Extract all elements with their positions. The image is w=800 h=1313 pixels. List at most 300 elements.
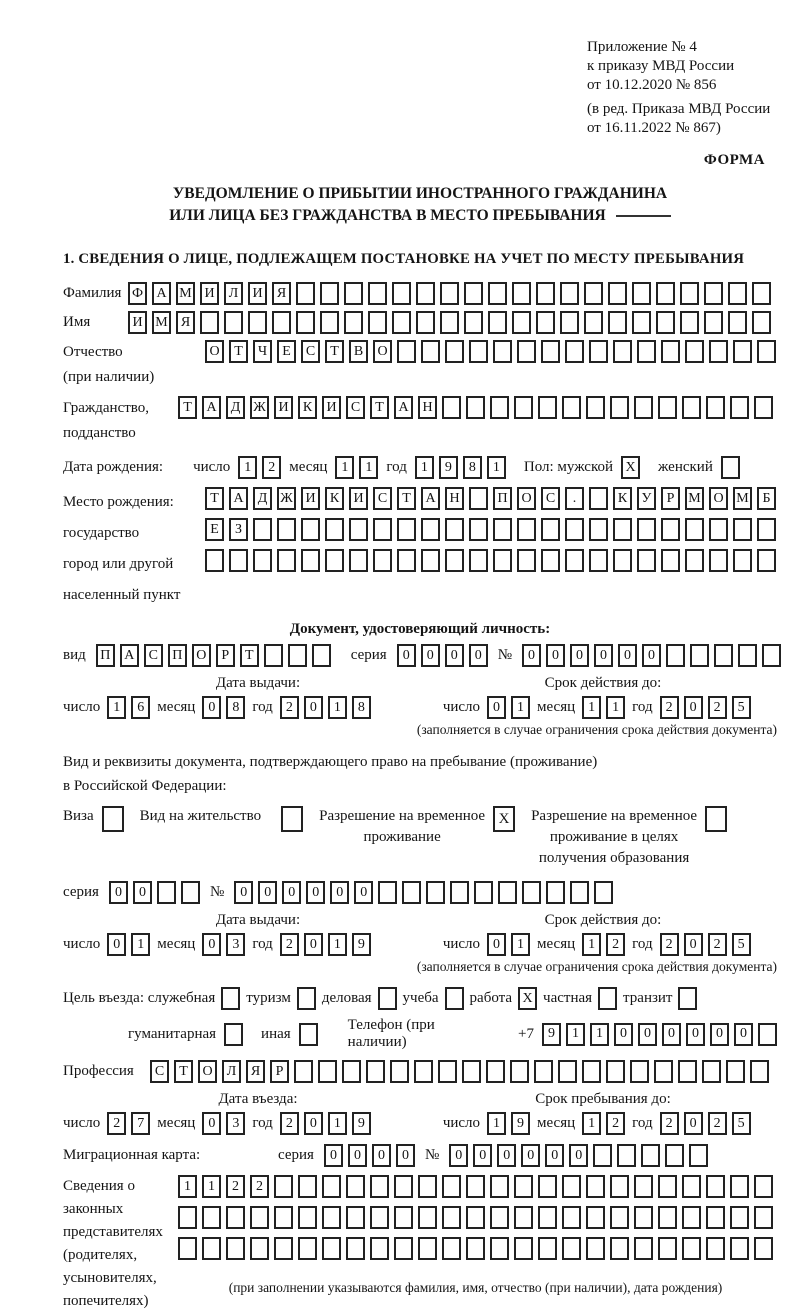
char-cell[interactable] [490,1206,509,1229]
char-cell[interactable]: 2 [280,933,299,956]
char-cell[interactable] [392,282,411,305]
char-cell[interactable]: 2 [660,696,679,719]
char-cell[interactable]: 8 [463,456,482,479]
char-cell[interactable] [349,518,368,541]
char-cell[interactable] [325,518,344,541]
residence-issue-day-cells[interactable] [107,933,150,956]
char-cell[interactable]: И [274,396,293,419]
char-cell[interactable] [658,1237,677,1260]
char-cell[interactable]: 1 [238,456,257,479]
char-cell[interactable] [733,549,752,572]
char-cell[interactable] [312,644,331,667]
char-cell[interactable]: 0 [662,1023,681,1046]
char-cell[interactable] [637,340,656,363]
char-cell[interactable]: 0 [234,881,253,904]
char-cell[interactable] [392,311,411,334]
char-cell[interactable]: Р [270,1060,289,1083]
purpose-tourism-checkbox[interactable] [297,987,316,1010]
char-cell[interactable] [416,282,435,305]
char-cell[interactable]: 0 [109,881,128,904]
char-cell[interactable]: Т [229,340,248,363]
char-cell[interactable]: 1 [328,933,347,956]
char-cell[interactable] [706,1175,725,1198]
char-cell[interactable]: 1 [590,1023,609,1046]
char-cell[interactable] [634,1237,653,1260]
char-cell[interactable]: Т [174,1060,193,1083]
purpose-private-checkbox[interactable] [598,987,617,1010]
char-cell[interactable] [466,396,485,419]
char-cell[interactable]: Д [226,396,245,419]
residence-valid-month-cells[interactable] [582,933,625,956]
residence-valid-day-cells[interactable] [487,933,530,956]
char-cell[interactable] [538,1237,557,1260]
char-cell[interactable]: Ж [277,487,296,510]
char-cell[interactable] [666,644,685,667]
char-cell[interactable] [757,518,776,541]
char-cell[interactable] [730,1206,749,1229]
residence-number-cells[interactable] [234,881,613,904]
char-cell[interactable]: 1 [107,696,126,719]
char-cell[interactable]: О [373,340,392,363]
char-cell[interactable]: 0 [396,1144,415,1167]
char-cell[interactable]: 0 [487,933,506,956]
char-cell[interactable]: 5 [732,1112,751,1135]
stay-month-cells[interactable] [582,1112,625,1135]
char-cell[interactable] [728,282,747,305]
char-cell[interactable] [634,1175,653,1198]
char-cell[interactable] [445,518,464,541]
char-cell[interactable]: 1 [415,456,434,479]
doc-issue-month-cells[interactable] [202,696,245,719]
char-cell[interactable] [344,282,363,305]
char-cell[interactable]: С [150,1060,169,1083]
char-cell[interactable]: Ж [250,396,269,419]
birth-place-cells-1[interactable] [205,487,776,510]
char-cell[interactable]: 8 [226,696,245,719]
char-cell[interactable]: 9 [542,1023,561,1046]
char-cell[interactable] [517,549,536,572]
char-cell[interactable]: Н [418,396,437,419]
char-cell[interactable] [394,1175,413,1198]
char-cell[interactable] [498,881,517,904]
stay-day-cells[interactable] [487,1112,530,1135]
char-cell[interactable] [594,881,613,904]
char-cell[interactable]: О [205,340,224,363]
char-cell[interactable] [538,1206,557,1229]
char-cell[interactable] [488,282,507,305]
char-cell[interactable] [277,549,296,572]
char-cell[interactable] [370,1206,389,1229]
char-cell[interactable]: К [298,396,317,419]
char-cell[interactable] [656,282,675,305]
char-cell[interactable] [320,282,339,305]
char-cell[interactable] [634,396,653,419]
migration-number-cells[interactable] [449,1144,708,1167]
char-cell[interactable] [685,340,704,363]
char-cell[interactable] [414,1060,433,1083]
char-cell[interactable] [469,340,488,363]
char-cell[interactable]: 0 [445,644,464,667]
char-cell[interactable]: 2 [250,1175,269,1198]
birth-day-cells[interactable] [238,456,281,479]
char-cell[interactable]: 0 [469,644,488,667]
char-cell[interactable]: 1 [202,1175,221,1198]
char-cell[interactable] [200,311,219,334]
char-cell[interactable]: Т [178,396,197,419]
char-cell[interactable]: Т [240,644,259,667]
char-cell[interactable]: 0 [133,881,152,904]
char-cell[interactable] [517,340,536,363]
char-cell[interactable] [758,1023,777,1046]
char-cell[interactable]: 0 [304,933,323,956]
char-cell[interactable] [536,282,555,305]
name-cells[interactable] [128,311,771,334]
char-cell[interactable]: 2 [708,696,727,719]
char-cell[interactable] [754,1206,773,1229]
char-cell[interactable] [274,1237,293,1260]
doc-type-cells[interactable] [96,644,331,667]
char-cell[interactable] [421,340,440,363]
doc-number-cells[interactable] [522,644,781,667]
char-cell[interactable] [589,487,608,510]
char-cell[interactable]: Б [757,487,776,510]
char-cell[interactable]: К [325,487,344,510]
char-cell[interactable] [762,644,781,667]
char-cell[interactable]: А [421,487,440,510]
char-cell[interactable]: М [685,487,704,510]
char-cell[interactable]: 0 [487,696,506,719]
char-cell[interactable] [514,396,533,419]
char-cell[interactable] [730,396,749,419]
char-cell[interactable] [466,1175,485,1198]
char-cell[interactable]: Р [216,644,235,667]
char-cell[interactable]: 0 [258,881,277,904]
char-cell[interactable]: 2 [708,933,727,956]
char-cell[interactable] [394,1206,413,1229]
char-cell[interactable] [560,311,579,334]
char-cell[interactable] [370,1237,389,1260]
char-cell[interactable]: И [248,282,267,305]
char-cell[interactable]: 9 [511,1112,530,1135]
char-cell[interactable] [589,340,608,363]
char-cell[interactable]: С [144,644,163,667]
char-cell[interactable]: В [349,340,368,363]
char-cell[interactable] [637,518,656,541]
char-cell[interactable] [469,487,488,510]
char-cell[interactable]: 0 [304,696,323,719]
profession-cells[interactable] [150,1060,769,1083]
char-cell[interactable]: 2 [107,1112,126,1135]
char-cell[interactable]: 6 [131,696,150,719]
char-cell[interactable] [464,282,483,305]
char-cell[interactable] [438,1060,457,1083]
char-cell[interactable]: 0 [107,933,126,956]
char-cell[interactable] [320,311,339,334]
char-cell[interactable] [613,549,632,572]
char-cell[interactable] [730,1175,749,1198]
char-cell[interactable] [296,282,315,305]
char-cell[interactable] [205,549,224,572]
char-cell[interactable]: 0 [521,1144,540,1167]
char-cell[interactable] [613,518,632,541]
char-cell[interactable] [610,1206,629,1229]
char-cell[interactable] [536,311,555,334]
char-cell[interactable]: Ч [253,340,272,363]
char-cell[interactable] [253,518,272,541]
surname-cells[interactable] [128,282,771,305]
char-cell[interactable] [349,549,368,572]
legal-reps-cells-3[interactable] [178,1237,773,1260]
char-cell[interactable]: 1 [511,696,530,719]
temp-residence-checkbox[interactable]: X [493,806,515,832]
char-cell[interactable]: 2 [606,933,625,956]
char-cell[interactable] [346,1175,365,1198]
char-cell[interactable]: 5 [732,933,751,956]
char-cell[interactable] [709,340,728,363]
char-cell[interactable]: 2 [262,456,281,479]
char-cell[interactable] [274,1175,293,1198]
char-cell[interactable] [366,1060,385,1083]
char-cell[interactable] [632,282,651,305]
char-cell[interactable]: Т [397,487,416,510]
char-cell[interactable] [706,396,725,419]
char-cell[interactable]: 0 [497,1144,516,1167]
char-cell[interactable] [301,518,320,541]
char-cell[interactable]: О [192,644,211,667]
char-cell[interactable] [464,311,483,334]
char-cell[interactable]: 0 [686,1023,705,1046]
char-cell[interactable]: 1 [487,456,506,479]
purpose-humanitarian-checkbox[interactable] [224,1023,243,1046]
char-cell[interactable] [469,518,488,541]
char-cell[interactable]: Я [272,282,291,305]
char-cell[interactable] [493,549,512,572]
char-cell[interactable] [373,518,392,541]
char-cell[interactable] [754,1237,773,1260]
char-cell[interactable]: И [322,396,341,419]
char-cell[interactable]: Н [445,487,464,510]
char-cell[interactable]: 0 [684,696,703,719]
purpose-official-checkbox[interactable] [221,987,240,1010]
char-cell[interactable] [272,311,291,334]
char-cell[interactable] [702,1060,721,1083]
char-cell[interactable]: И [301,487,320,510]
char-cell[interactable] [486,1060,505,1083]
char-cell[interactable] [440,282,459,305]
char-cell[interactable]: А [229,487,248,510]
char-cell[interactable]: О [517,487,536,510]
char-cell[interactable]: М [152,311,171,334]
char-cell[interactable] [274,1206,293,1229]
sex-male-checkbox[interactable]: X [621,456,640,479]
char-cell[interactable] [661,549,680,572]
char-cell[interactable]: 0 [202,933,221,956]
char-cell[interactable] [397,549,416,572]
char-cell[interactable] [421,549,440,572]
char-cell[interactable] [344,311,363,334]
char-cell[interactable]: О [709,487,728,510]
char-cell[interactable]: 0 [306,881,325,904]
char-cell[interactable] [685,518,704,541]
char-cell[interactable] [490,396,509,419]
char-cell[interactable] [704,282,723,305]
char-cell[interactable] [562,1175,581,1198]
char-cell[interactable] [250,1206,269,1229]
char-cell[interactable] [416,311,435,334]
char-cell[interactable]: П [493,487,512,510]
char-cell[interactable]: У [637,487,656,510]
char-cell[interactable] [565,518,584,541]
char-cell[interactable] [658,396,677,419]
char-cell[interactable]: 0 [421,644,440,667]
char-cell[interactable] [298,1206,317,1229]
char-cell[interactable]: С [301,340,320,363]
char-cell[interactable] [402,881,421,904]
char-cell[interactable] [298,1237,317,1260]
char-cell[interactable]: 1 [328,696,347,719]
char-cell[interactable]: 0 [614,1023,633,1046]
char-cell[interactable] [514,1175,533,1198]
char-cell[interactable] [752,311,771,334]
char-cell[interactable] [226,1206,245,1229]
char-cell[interactable]: 0 [348,1144,367,1167]
char-cell[interactable] [538,1175,557,1198]
char-cell[interactable]: 2 [708,1112,727,1135]
char-cell[interactable]: А [152,282,171,305]
char-cell[interactable]: . [565,487,584,510]
legal-reps-cells-1[interactable] [178,1175,773,1198]
char-cell[interactable]: 7 [131,1112,150,1135]
char-cell[interactable] [584,282,603,305]
char-cell[interactable]: 9 [352,933,371,956]
char-cell[interactable]: 0 [638,1023,657,1046]
char-cell[interactable] [634,1206,653,1229]
char-cell[interactable] [586,396,605,419]
entry-day-cells[interactable] [107,1112,150,1135]
residence-valid-year-cells[interactable] [660,933,751,956]
char-cell[interactable] [637,549,656,572]
char-cell[interactable]: 1 [606,696,625,719]
char-cell[interactable] [562,396,581,419]
char-cell[interactable] [493,518,512,541]
char-cell[interactable] [661,340,680,363]
char-cell[interactable] [726,1060,745,1083]
char-cell[interactable]: 2 [660,1112,679,1135]
char-cell[interactable]: 1 [487,1112,506,1135]
char-cell[interactable]: 0 [734,1023,753,1046]
char-cell[interactable] [682,1206,701,1229]
char-cell[interactable]: Л [224,282,243,305]
doc-valid-day-cells[interactable] [487,696,530,719]
char-cell[interactable] [680,311,699,334]
char-cell[interactable] [514,1206,533,1229]
char-cell[interactable] [397,340,416,363]
char-cell[interactable] [589,518,608,541]
char-cell[interactable] [202,1237,221,1260]
char-cell[interactable] [704,311,723,334]
char-cell[interactable] [584,311,603,334]
char-cell[interactable]: 1 [328,1112,347,1135]
char-cell[interactable] [368,282,387,305]
char-cell[interactable] [706,1237,725,1260]
char-cell[interactable]: Ф [128,282,147,305]
char-cell[interactable]: 0 [372,1144,391,1167]
char-cell[interactable]: Я [246,1060,265,1083]
char-cell[interactable] [394,1237,413,1260]
char-cell[interactable] [346,1237,365,1260]
char-cell[interactable] [562,1237,581,1260]
char-cell[interactable] [450,881,469,904]
char-cell[interactable] [442,1175,461,1198]
char-cell[interactable]: Л [222,1060,241,1083]
char-cell[interactable] [570,881,589,904]
char-cell[interactable] [248,311,267,334]
birth-place-cells-2[interactable] [205,518,776,541]
char-cell[interactable] [264,644,283,667]
char-cell[interactable] [586,1175,605,1198]
char-cell[interactable]: Я [176,311,195,334]
char-cell[interactable]: А [202,396,221,419]
visa-checkbox[interactable] [102,806,124,832]
char-cell[interactable]: С [541,487,560,510]
char-cell[interactable] [593,1144,612,1167]
char-cell[interactable] [608,311,627,334]
char-cell[interactable]: 1 [335,456,354,479]
purpose-study-checkbox[interactable] [445,987,464,1010]
char-cell[interactable] [418,1206,437,1229]
char-cell[interactable]: С [373,487,392,510]
char-cell[interactable] [378,881,397,904]
char-cell[interactable]: 0 [324,1144,343,1167]
char-cell[interactable]: Д [253,487,272,510]
char-cell[interactable] [442,1237,461,1260]
char-cell[interactable] [610,1175,629,1198]
char-cell[interactable] [617,1144,636,1167]
char-cell[interactable]: М [176,282,195,305]
char-cell[interactable] [250,1237,269,1260]
char-cell[interactable]: 9 [439,456,458,479]
char-cell[interactable] [752,282,771,305]
char-cell[interactable] [490,1175,509,1198]
char-cell[interactable]: 0 [522,644,541,667]
char-cell[interactable]: 0 [330,881,349,904]
char-cell[interactable] [630,1060,649,1083]
doc-issue-day-cells[interactable] [107,696,150,719]
char-cell[interactable]: П [96,644,115,667]
char-cell[interactable] [689,1144,708,1167]
char-cell[interactable] [296,311,315,334]
char-cell[interactable]: 2 [606,1112,625,1135]
char-cell[interactable] [641,1144,660,1167]
char-cell[interactable] [582,1060,601,1083]
char-cell[interactable] [474,881,493,904]
char-cell[interactable]: 0 [684,933,703,956]
char-cell[interactable] [466,1206,485,1229]
char-cell[interactable] [565,340,584,363]
birth-place-cells-3[interactable] [205,549,776,572]
char-cell[interactable]: П [168,644,187,667]
char-cell[interactable] [426,881,445,904]
char-cell[interactable]: 0 [594,644,613,667]
char-cell[interactable]: Т [370,396,389,419]
char-cell[interactable] [322,1206,341,1229]
char-cell[interactable]: 1 [131,933,150,956]
char-cell[interactable] [229,549,248,572]
purpose-other-checkbox[interactable] [299,1023,318,1046]
legal-reps-cells-2[interactable] [178,1206,773,1229]
doc-valid-month-cells[interactable] [582,696,625,719]
char-cell[interactable] [546,881,565,904]
